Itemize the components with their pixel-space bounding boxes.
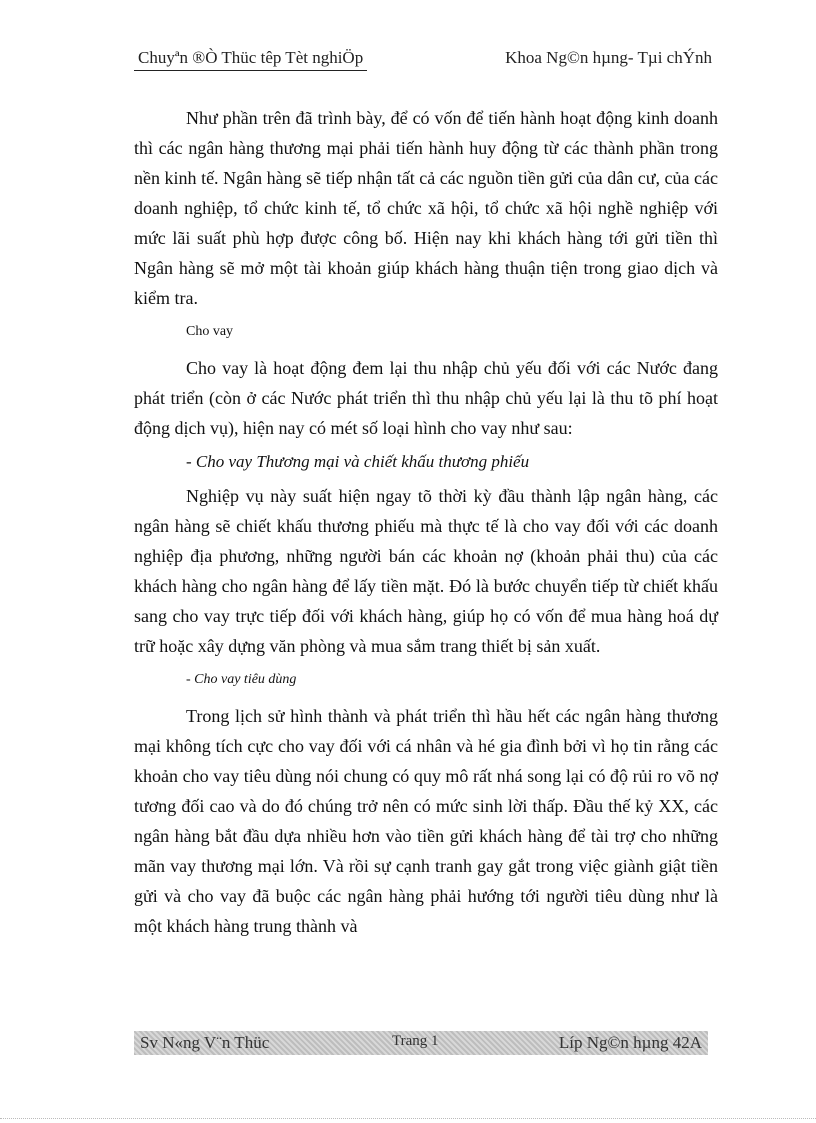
footer-author: Sv N«ng V¨n Thüc: [140, 1033, 270, 1052]
page-footer: [134, 1031, 708, 1055]
header-right-title: Khoa Ng©n hµng- Tµi chÝnh: [505, 48, 712, 67]
header-left-title: Chuyªn ®Ò Thüc têp Tèt nghiÖp: [134, 48, 367, 71]
paragraph-3: Nghiệp vụ này suất hiện ngay tõ thời kỳ đầu thành lập ngân hàng, các ngân hàng sẽ chiết khấu thương phiếu mà thực tế là cho vay đối với các doanh nghiệp địa phương, những người bán các khoản nợ (khoản phải thu) của các khách hàng cho ngân hàng để lấy tiền mặt. Đó là bước chuyển tiếp từ chiết khấu sang cho vay trực tiếp đối với khách hàng, giúp họ có vốn để mua hàng hoá dự trữ hoặc xây dựng văn phòng và mua sắm trang thiết bị sản xuất.: [134, 486, 718, 656]
subheading-cho-vay-tieu-dung: - Cho vay tiêu dùng: [186, 672, 297, 687]
paragraph-1: Như phần trên đã trình bày, để có vốn để tiến hành hoạt động kinh doanh thì các ngân hàng thương mại phải tiến hành huy động từ các thành phần trong nền kinh tế. Ngân hàng sẽ tiếp nhận tất cả các nguồn tiền gửi của dân cư, của các doanh nghiệp, tổ chức kinh tế, tổ chức xã hội, tổ chức xã hội nghề nghiệp với mức lãi suất phù hợp được công bố. Hiện nay khi khách hàng tới gửi tiền thì Ngân hàng sẽ mở một tài khoản giúp khách hàng thuận tiện trong giao dịch và kiểm tra.: [134, 108, 718, 308]
paragraph-2: Cho vay là hoạt động đem lại thu nhập chủ yếu đối với các Nước đang phát triển (còn ở các Nước phát triển thì thu nhập chủ yếu lại là thu tõ phí hoạt động dịch vụ), hiện nay có mét số loại hình cho vay như sau:: [134, 358, 718, 438]
section-heading-cho-vay: Cho vay: [186, 324, 234, 339]
subheading-cho-vay-thuong-mai: - Cho vay Thương mại và chiết khấu thương phiếu: [186, 452, 530, 471]
document-body: [134, 103, 718, 941]
paragraph-4: Trong lịch sử hình thành và phát triển thì hầu hết các ngân hàng thương mại không tích cực cho vay đối với cá nhân và hé gia đình bởi vì họ tin rằng các khoản cho vay tiêu dùng nói chung có quy mô rất nhá song lại có độ rủi ro võ nợ tương đối cao và do đó chúng trở nên có mức sinh lời thấp. Đầu thế kỷ XX, các ngân hàng bắt đầu dựa nhiều hơn vào tiền gửi khách hàng để tài trợ cho những mãn vay thương mại lớn. Và rồi sự cạnh tranh gay gắt trong việc giành giật tiền gửi và cho vay đã buộc các ngân hàng phải hướng tới người tiêu dùng như là một khách hàng trung thành và: [134, 706, 718, 936]
footer-page-number: Trang 1: [392, 1033, 439, 1049]
footer-class: Líp Ng©n hµng 42A: [558, 1033, 702, 1052]
page-bottom-divider: [0, 1118, 816, 1119]
page-header: [134, 48, 712, 72]
